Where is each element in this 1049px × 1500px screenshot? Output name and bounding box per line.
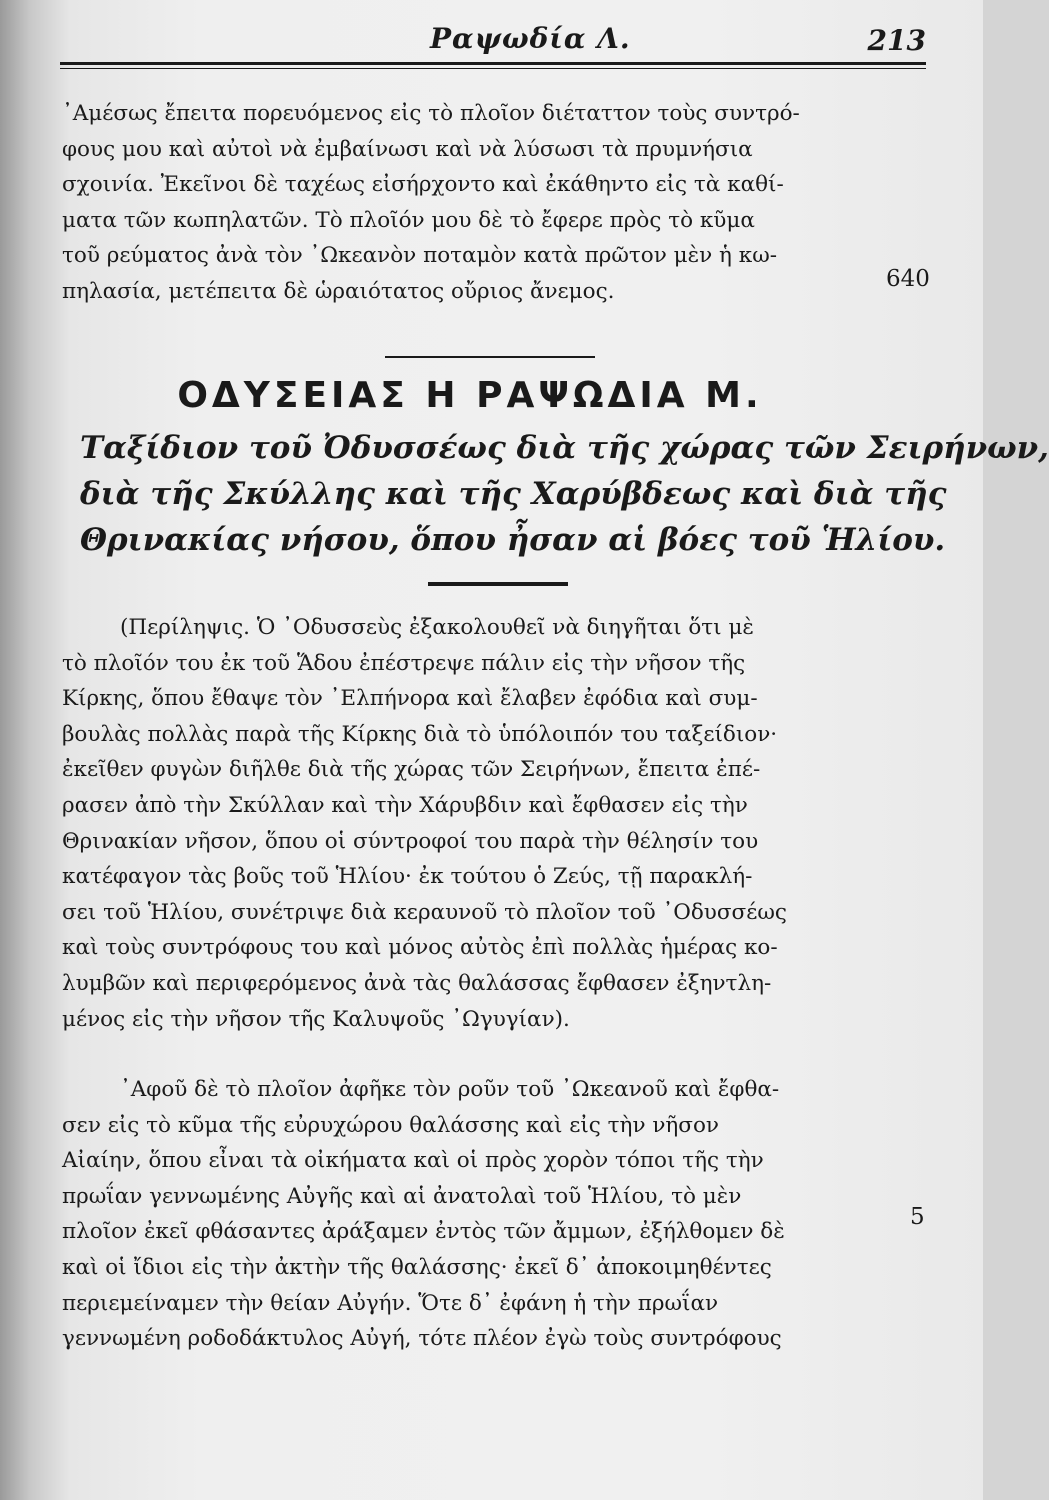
text-line: τοῦ ρεύματος ἀνὰ τὸν ᾿Ωκεανὸν ποταμὸν κατὰ πρῶτον μὲν ἡ κω- [62, 243, 777, 269]
section-subtitle [80, 425, 1049, 563]
text-line: φους μου καὶ αὐτοὶ νὰ ἐμβαίνωσι καὶ νὰ λύσωσι τὰ πρυμνήσια [62, 136, 753, 162]
subtitle-line: Θρινακίας νήσου, ὅπου ἦσαν αἱ βόες τοῦ Ἡλίου. [80, 522, 946, 558]
text-line: σεν εἰς τὸ κῦμα τῆς εὐρυχώρου θαλάσσης καὶ εἰς τὴν νῆσον [62, 1112, 719, 1138]
body-paragraph [62, 1072, 852, 1357]
subtitle-divider [428, 582, 568, 586]
text-line: γεννωμένη ροδοδάκτυλος Αὐγή, τότε πλέον ἐγὼ τοὺς συντρόφους [62, 1326, 782, 1352]
text-line: Αἰαίην, ὅπου εἶναι τὰ οἰκήματα καὶ οἱ πρὸς χορὸν τόποι τῆς τὴν [62, 1148, 764, 1174]
text-line: καὶ οἱ ἴδιοι εἰς τὴν ἀκτὴν τῆς θαλάσσης· ἐκεῖ δ᾿ ἀποκοιμηθέντες [62, 1254, 772, 1280]
top-paragraph [62, 96, 852, 310]
section-title: ΟΔΥΣΕΙΑΣ Η ΡΑΨΩΔΙΑ Μ. [177, 375, 763, 416]
text-line: σχοινία. Ἐκεῖνοι δὲ ταχέως εἰσήρχοντο καὶ ἐκάθηντο εἰς τὰ καθί- [62, 172, 784, 198]
header-rule-thick [60, 62, 926, 65]
line-number-640: 640 [886, 266, 930, 292]
page-number: 213 [867, 24, 926, 57]
text-line: ρασεν ἀπὸ τὴν Σκύλλαν καὶ τὴν Χάρυβδιν καὶ ἔφθασεν εἰς τὴν [62, 792, 748, 818]
subtitle-line: διὰ τῆς Σκύλλης καὶ τῆς Χαρύβδεως καὶ διὰ τῆς [80, 476, 947, 512]
text-line: ᾿Αφοῦ δὲ τὸ πλοῖον ἀφῆκε τὸν ροῦν τοῦ ᾿Ωκεανοῦ καὶ ἔφθα- [120, 1077, 780, 1102]
text-line: κατέφαγον τὰς βοῦς τοῦ Ἡλίου· ἐκ τούτου ὁ Ζεύς, τῇ παρακλή- [62, 864, 753, 890]
text-line: ματα τῶν κωπηλατῶν. Τὸ πλοῖόν μου δὲ τὸ ἔφερε πρὸς τὸ κῦμα [62, 207, 755, 233]
text-line: σει τοῦ Ἡλίου, συνέτριψε διὰ κεραυνοῦ τὸ πλοῖον τοῦ ᾿Οδυσσέως [62, 899, 787, 925]
text-line: ἐκεῖθεν φυγὼν διῆλθε διὰ τῆς χώρας τῶν Σειρήνων, ἔπειτα ἐπέ- [62, 757, 761, 783]
summary-paragraph [62, 610, 852, 1037]
running-head: Ραψωδία Λ. [430, 22, 631, 55]
text-line: Κίρκης, ὅπου ἔθαψε τὸν ᾿Ελπήνορα καὶ ἔλαβεν ἐφόδια καὶ συμ- [62, 686, 758, 712]
text-line: πηλασία, μετέπειτα δὲ ὡραιότατος οὔριος ἄνεμος. [62, 278, 615, 304]
text-line: τὸ πλοῖόν του ἐκ τοῦ Ἅδου ἐπέστρεψε πάλιν εἰς τὴν νῆσον τῆς [62, 650, 746, 676]
text-line: Θρινακίαν νῆσον, ὅπου οἱ σύντροφοί του παρὰ τὴν θέλησίν του [62, 828, 759, 854]
text-line: (Περίληψις. Ὁ ᾿Οδυσσεὺς ἐξακολουθεῖ νὰ διηγῆται ὅτι μὲ [120, 615, 754, 640]
text-line: καὶ τοὺς συντρόφους του καὶ μόνος αὐτὸς ἐπὶ πολλὰς ἡμέρας κο- [62, 935, 778, 961]
line-number-5: 5 [910, 1204, 925, 1230]
text-line: πρωΐαν γεννωμένης Αὐγῆς καὶ αἱ ἀνατολαὶ τοῦ Ἡλίου, τὸ μὲν [62, 1183, 742, 1209]
text-line: μένος εἰς τὴν νῆσον τῆς Καλυψοῦς ᾿Ωγυγίαν). [62, 1006, 570, 1032]
text-line: λυμβῶν καὶ περιφερόμενος ἀνὰ τὰς θαλάσσας ἔφθασεν ἐξηντλη- [62, 970, 772, 996]
header-rule-thin [60, 68, 926, 69]
subtitle-line: Ταξίδιον τοῦ Ὀδυσσέως διὰ τῆς χώρας τῶν Σειρήνων, [80, 430, 1049, 466]
text-line: πλοῖον ἐκεῖ φθάσαντες ἀράξαμεν ἐντὸς τῶν ἄμμων, ἐξήλθομεν δὲ [62, 1219, 785, 1245]
text-line: βουλὰς πολλὰς παρὰ τῆς Κίρκης διὰ τὸ ὑπόλοιπόν του ταξείδιον· [62, 721, 778, 747]
page-header [60, 20, 926, 70]
section-divider [385, 356, 595, 358]
text-line: περιεμείναμεν τὴν θείαν Αὐγήν. Ὅτε δ᾿ ἐφάνη ἡ τὴν πρωΐαν [62, 1290, 719, 1316]
text-line: ᾿Αμέσως ἔπειτα πορευόμενος εἰς τὸ πλοῖον διέταττον τοὺς συντρό- [62, 101, 800, 126]
